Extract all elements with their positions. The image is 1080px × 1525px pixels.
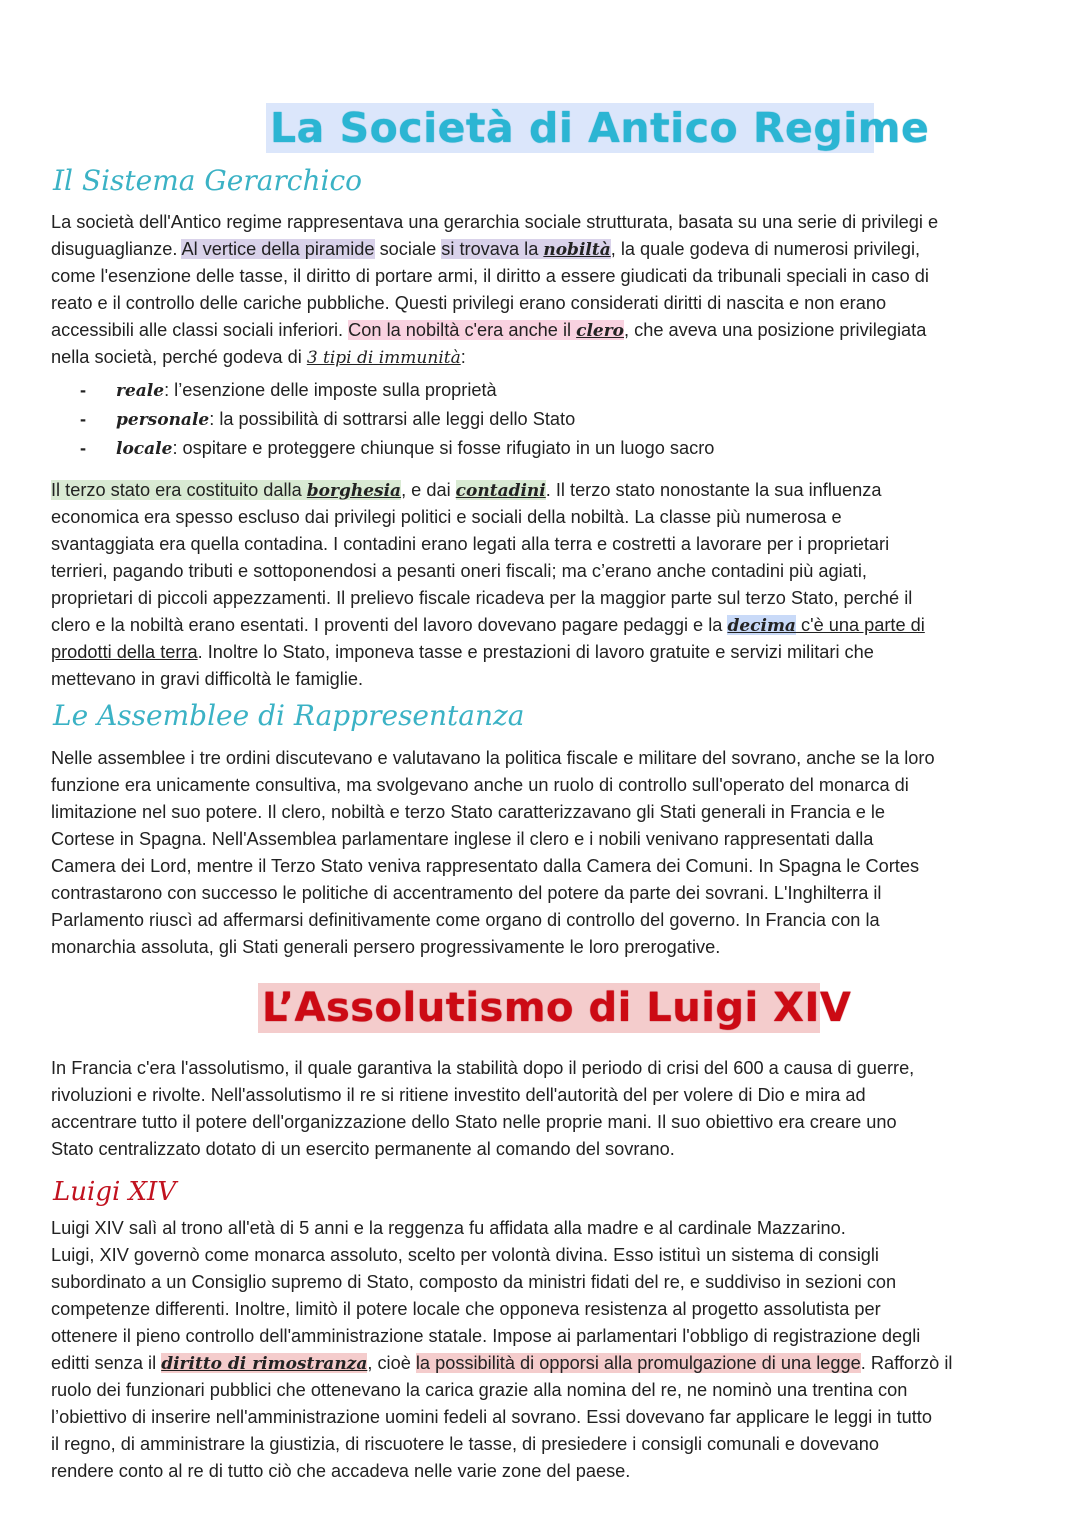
keyword-nobilta: nobiltà: [543, 240, 611, 260]
text-line: [51, 477, 1036, 504]
text-line: accentrare tutto il potere dell'organizzazione dello Stato nelle proprie mani. Il suo obiettivo era creare uno: [51, 1112, 897, 1132]
paragraph-assemblee: [51, 745, 1036, 961]
text-span: La società dell'Antico regime rappresentava una gerarchia sociale strutturata, basata su una serie di privilegi e: [51, 212, 939, 232]
text-span: Il terzo stato era costituito dalla: [51, 480, 307, 500]
highlight-vertice: Al vertice della piramide: [181, 239, 375, 259]
text-line: [51, 585, 1036, 612]
text-span: . Rafforzò il: [860, 1353, 953, 1373]
text-line: [51, 504, 1036, 531]
text-line: [51, 209, 1036, 236]
term-personale: personale: [116, 410, 210, 430]
underlined-definition: prodotti della terra: [51, 642, 198, 662]
list-item-personale: [80, 405, 980, 434]
text-span: accessibili alle classi sociali inferiori.: [51, 320, 349, 340]
text-line: limitazione nel suo potere. Il clero, nobiltà e terzo Stato caratterizzavano gli Stati generali in Francia e le: [51, 802, 886, 822]
text-line: [51, 236, 1036, 263]
text-line: [51, 612, 1036, 639]
text-span: si trovava la: [441, 239, 544, 259]
bullet-dash-icon: -: [80, 438, 87, 458]
bullet-dash-icon: -: [80, 409, 87, 429]
paragraph-gerarchia: [51, 209, 1036, 371]
text-line: [51, 290, 1036, 317]
text-span: , la quale godeva di numerosi privilegi,: [610, 239, 921, 259]
text-line: subordinato a un Consiglio supremo di Stato, composto da ministri fidati del re, e suddiviso in sezioni con: [51, 1272, 897, 1292]
text-line: ruolo dei funzionari pubblici che ottenevano la carica grazie alla nomina del re, ne nominò una trentina con: [51, 1380, 908, 1400]
term-description: : l’esenzione delle imposte sulla proprietà: [164, 380, 497, 400]
bullet-dash-icon: -: [80, 380, 87, 400]
text-line: contrastarono con successo le politiche di accentramento del potere da parte dei sovrani. L'Inghilterra il: [51, 883, 882, 903]
underlined-definition: c'è una parte di: [795, 615, 925, 635]
text-line: il regno, di amministrare la giustizia, di riscuotere le tasse, di presiedere i consigli comunali e dovevano: [51, 1434, 879, 1454]
keyword-clero: clero: [576, 321, 625, 341]
text-line: rivoluzioni e rivolte. Nell'assolutismo il re si ritiene investito dell'autorità del per volere di Dio e mira ad: [51, 1085, 866, 1105]
text-span: clero e la nobiltà erano esentati. I proventi del lavoro dovevano pagare pedaggi e la: [51, 615, 728, 635]
text-line: [51, 639, 1036, 666]
text-span: svantaggiata era quella contadina. I contadini erano legati alla terra e costretti a lavorare per i proprietari: [51, 534, 890, 554]
keyword-borghesia: borghesia: [306, 481, 402, 501]
text-span: editti senza il: [51, 1353, 162, 1373]
text-line: [51, 558, 1036, 585]
heading-sistema-gerarchico: Il Sistema Gerarchico: [53, 164, 362, 197]
text-span: come l'esenzione delle tasse, il diritto di portare armi, il diritto a essere giudicati da tribunali speciali in caso di: [51, 266, 929, 286]
paragraph-terzo-stato: [51, 477, 1036, 693]
text-line: Cortese in Spagna. Nell'Assemblea parlamentare inglese il clero e i nobili venivano rappresentati dalla: [51, 829, 874, 849]
paragraph-luigi-xiv: [51, 1215, 1036, 1485]
text-line: [51, 263, 1036, 290]
term-description: : ospitare e proteggere chiunque si fosse rifugiato in un luogo sacro: [172, 438, 715, 458]
text-line: In Francia c'era l'assolutismo, il quale garantiva la stabilità dopo il periodo di crisi del 600 a causa di guerre,: [51, 1058, 915, 1078]
term-description: : la possibilità di sottrarsi alle leggi dello Stato: [209, 409, 576, 429]
text-line: monarchia assoluta, gli Stati generali persero progressivamente le loro prerogative.: [51, 937, 721, 957]
text-line: [51, 1350, 1036, 1377]
text-line: [51, 317, 1036, 344]
keyword-diritto-di-rimostranza: diritto di rimostranza: [161, 1354, 368, 1374]
keyword-decima: decima: [727, 616, 796, 636]
keyword-tipi-immunita: 3 tipi di immunità: [306, 348, 461, 368]
term-locale: locale: [116, 439, 173, 459]
text-span: proprietari di piccoli appezzamenti. Il prelievo fiscale ricadeva per la maggior parte sul terzo Stato, perché il: [51, 588, 913, 608]
section-title-assolutismo: L’Assolutismo di Luigi XIV: [258, 983, 820, 1033]
highlight-terzo-stato: [51, 480, 401, 500]
text-span: , e dai: [401, 480, 456, 500]
text-span: Con la nobiltà c'era anche il: [348, 320, 577, 340]
text-line: Camera dei Lord, mentre il Terzo Stato veniva rappresentato dalla Camera dei Comuni. In Spagna le Cortes: [51, 856, 920, 876]
text-line: [51, 344, 1036, 371]
list-item-locale: [80, 434, 980, 463]
text-span: nella società, perché godeva di: [51, 347, 307, 367]
text-span: reato e il controllo delle cariche pubbliche. Questi privilegi erano considerati diritti di nascita e non erano: [51, 293, 887, 313]
heading-luigi-xiv: Luigi XIV: [53, 1177, 177, 1207]
list-item-reale: [80, 376, 980, 405]
text-line: competenze differenti. Inoltre, limitò il potere locale che opponeva resistenza al progetto assolutista per: [51, 1299, 881, 1319]
highlight-rimostranza: [161, 1353, 367, 1373]
section-title-antico-regime: La Società di Antico Regime: [266, 103, 874, 153]
heading-assemblee: Le Assemblee di Rappresentanza: [53, 699, 525, 732]
immunity-list: [80, 376, 980, 463]
text-line: [51, 666, 1036, 693]
keyword-contadini: contadini: [455, 481, 546, 501]
text-span: disuguaglianze.: [51, 239, 182, 259]
text-span: terrieri, pagando tributi e sottoponendosi a pesanti oneri fiscali; ma c’erano anche contadini più agiati,: [51, 561, 867, 581]
text-line: [51, 531, 1036, 558]
text-line: Stato centralizzato dotato di un esercito permanente al comando del sovrano.: [51, 1139, 675, 1159]
text-span: sociale: [374, 239, 442, 259]
text-line: l’obiettivo di inserire nell'amministrazione uomini fedeli al sovrano. Essi dovevano far applicare le leggi in tutto: [51, 1407, 932, 1427]
text-span: . Inoltre lo Stato, imponeva tasse e prestazioni di lavoro gratuite e servizi militari che: [197, 642, 874, 662]
text-line: rendere conto al re di tutto ciò che accadeva nelle varie zone del paese.: [51, 1461, 631, 1481]
text-line: Luigi XIV salì al trono all'età di 5 anni e la reggenza fu affidata alla madre e al cardinale Mazzarino.: [51, 1218, 846, 1238]
text-line: ottenere il pieno controllo dell'amministrazione statale. Impose ai parlamentari l'obbligo di registrazione degli: [51, 1326, 921, 1346]
paragraph-assolutismo: [51, 1055, 1036, 1163]
text-span: mettevano in gravi difficoltà le famiglie.: [51, 669, 364, 689]
term-reale: reale: [116, 381, 165, 401]
highlight-clero: [348, 320, 624, 340]
highlight-contadini: [456, 480, 546, 500]
highlight-definizione-rimostranza: la possibilità di opporsi alla promulgazione di una legge: [415, 1353, 861, 1373]
text-line: funzione era unicamente consultiva, ma svolgevano anche un ruolo di controllo sull'operato del monarca di: [51, 775, 909, 795]
text-span: :: [460, 347, 466, 367]
highlight-si-trovava: [441, 239, 610, 259]
text-line: Parlamento riuscì ad affermarsi definitivamente come organo di controllo del governo. In Francia con la: [51, 910, 880, 930]
text-span: , cioè: [367, 1353, 416, 1373]
text-line: Nelle assemblee i tre ordini discutevano e valutavano la politica fiscale e militare del sovrano, anche se la loro: [51, 748, 935, 768]
text-span: , che aveva una posizione privilegiata: [624, 320, 927, 340]
text-span: economica era spesso escluso dai privilegi politici e sociali della nobiltà. La classe più numerosa e: [51, 507, 842, 527]
text-line: Luigi, XIV governò come monarca assoluto, scelto per volontà divina. Esso istituì un sistema di consigli: [51, 1245, 879, 1265]
highlight-decima: [727, 615, 796, 635]
text-span: . Il terzo stato nonostante la sua influenza: [545, 480, 882, 500]
